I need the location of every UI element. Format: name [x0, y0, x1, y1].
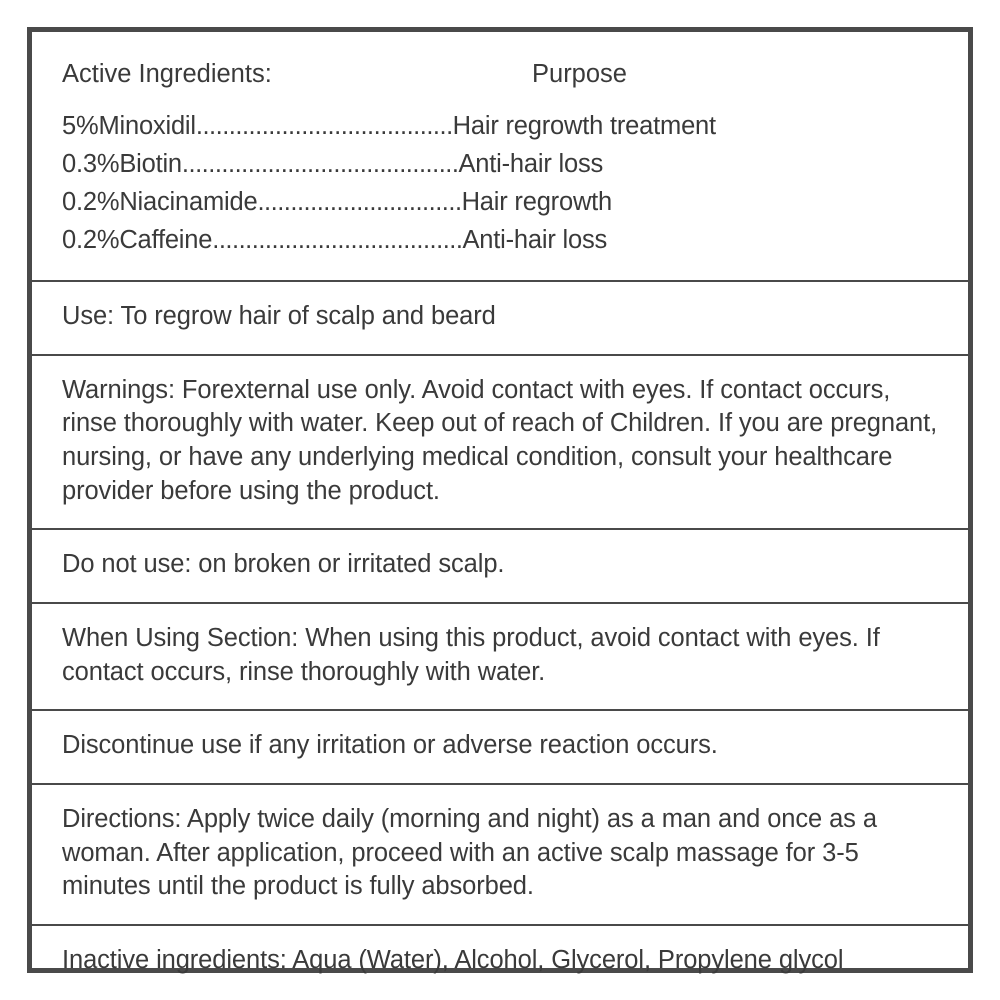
ingredient-leader: .......................................	[195, 112, 453, 140]
ingredient-purpose: Hair regrowth treatment	[452, 112, 716, 140]
directions-text: Directions: Apply twice daily (morning and night) as a man and once as a woman. After application, proceed with an active scalp massage for 3-5 minutes until the product is fully absorbed.	[62, 804, 877, 901]
active-ingredients-label: Active Ingredients:	[62, 60, 272, 88]
ingredient-name: 0.2%Caffeine	[62, 225, 213, 254]
discontinue-text: Discontinue use if any irritation or adverse reaction occurs.	[62, 731, 718, 760]
ingredient-name: 0.3%Biotin	[62, 149, 182, 178]
do-not-use-text: Do not use: on broken or irritated scalp.	[62, 550, 505, 579]
directions-section	[32, 785, 968, 926]
ingredient-row	[62, 146, 938, 184]
when-using-text: When Using Section: When using this product, avoid contact with eyes. If contact occurs, rinse thoroughly with water.	[62, 623, 880, 686]
do-not-use-section	[32, 530, 968, 604]
discontinue-section	[32, 711, 968, 785]
when-using-section	[32, 604, 968, 711]
inactive-ingredients-section	[32, 926, 968, 998]
warnings-section	[32, 356, 968, 531]
inactive-ingredients-text: Inactive ingredients: Aqua (Water), Alcohol, Glycerol, Propylene glycol	[62, 945, 844, 974]
ingredient-leader: ..........................................	[181, 149, 459, 178]
ingredient-name: 0.2%Niacinamide	[62, 187, 258, 216]
use-section	[32, 282, 968, 356]
drug-facts-panel	[27, 27, 973, 973]
ingredient-row	[62, 222, 938, 260]
ingredient-row	[62, 184, 938, 222]
use-text: Use: To regrow hair of scalp and beard	[62, 301, 496, 330]
warnings-text: Warnings: Forexternal use only. Avoid contact with eyes. If contact occurs, rinse thoroughly with water. Keep out of reach of Children. If you are pregnant, nursing, or have any underlying medical condition, consult your healthcare provider before using the product.	[62, 375, 938, 505]
ingredient-leader: ......................................	[212, 225, 463, 254]
ingredient-row	[62, 108, 938, 146]
purpose-label: Purpose	[532, 60, 627, 88]
active-ingredients-header-row	[62, 60, 938, 98]
ingredient-purpose: Hair regrowth	[461, 187, 613, 216]
ingredient-purpose: Anti-hair loss	[462, 225, 608, 254]
ingredient-name: 5%Minoxidil	[62, 112, 196, 140]
ingredient-leader: ...............................	[257, 187, 462, 216]
ingredient-purpose: Anti-hair loss	[458, 149, 604, 178]
active-ingredients-section	[32, 32, 968, 282]
